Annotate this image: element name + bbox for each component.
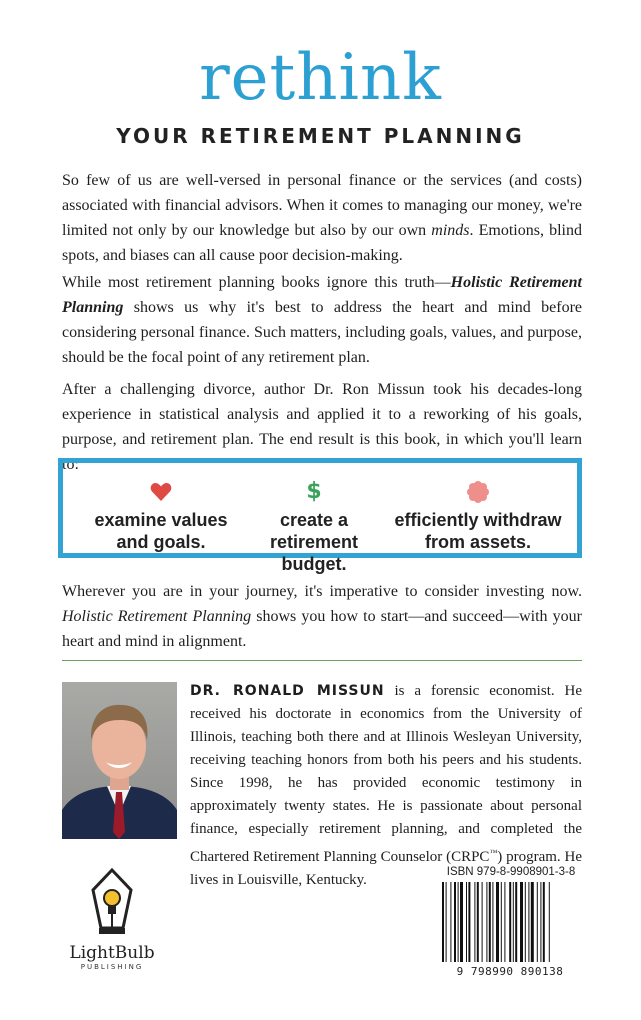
benefit-withdraw — [393, 481, 563, 553]
barcode-digits: 9 798990 890138 — [456, 965, 564, 978]
barcode-bar — [513, 882, 514, 962]
intro-paragraph: So few of us are well-versed in personal finance or the services (and costs) associated with financial advisors. When it comes to managing our money, we're limited not only by our knowledge but also by our own minds. Emotions, blind spots, and biases can all cause poor decision-making. — [62, 172, 582, 264]
barcode-bar — [540, 882, 541, 962]
barcode-bar — [501, 882, 502, 962]
section-divider — [62, 660, 582, 661]
benefit-line: examine values — [94, 510, 228, 530]
barcode-bar — [515, 882, 517, 962]
book-subtitle: YOUR RETIREMENT PLANNING — [116, 124, 525, 148]
author-photo — [62, 682, 177, 839]
barcode-bar — [458, 882, 459, 962]
barcode-bar — [537, 882, 538, 962]
barcode-bar — [486, 882, 487, 962]
benefit-line: and goals. — [116, 532, 206, 552]
barcode-bar — [450, 882, 451, 962]
benefit-line: from assets. — [424, 532, 532, 552]
barcode-bar — [454, 882, 456, 962]
barcode-bar — [549, 882, 550, 962]
author-name: DR. RONALD MISSUN — [190, 683, 385, 699]
isbn-label: ISBN 979-8-9908901-3-8 — [446, 866, 576, 878]
benefits-box — [58, 458, 582, 574]
barcode-bar — [525, 882, 526, 962]
barcode — [440, 882, 580, 962]
benefit-budget — [239, 481, 389, 575]
pen-nib-bulb-icon — [87, 868, 137, 938]
benefit-line: create a — [279, 510, 349, 530]
barcode-bar — [509, 882, 511, 962]
author-story-paragraph: After a challenging divorce, author Dr. Ron Missun took his decades-long experience in statistical analysis and applied it to a reworking of his goals, purpose, and retirement plan. The end result is this book, in which you'll learn to: — [62, 381, 582, 473]
barcode-bar — [442, 882, 444, 962]
benefit-line: efficiently withdraw — [394, 510, 562, 530]
benefit-line: retirement budget. — [269, 532, 359, 574]
barcode-bar — [520, 882, 523, 962]
barcode-bar — [496, 882, 499, 962]
benefit-values — [91, 481, 231, 553]
book-title: rethink — [199, 41, 442, 115]
dollar-icon: $ — [306, 479, 322, 504]
barcode-bar — [492, 882, 493, 962]
author-bio: DR. RONALD MISSUN is a forensic economist. He received his doctorate in economics from the University of Illinois, teaching both there and at Illinois Wesleyan University, receiving teaching honors from both his peers and his students. Since 1998, he has provided economic testimony in approximately twenty states. He is passionate about personal finance, especially retirement planning, and completed the Chartered Retirement Planning Counselor (CRPC™) program. He lives in Louisville, Kentucky. — [190, 683, 583, 888]
heart-icon — [150, 482, 172, 502]
premise-paragraph: While most retirement planning books ignore this truth—Holistic Retirement Planning shows us why it's best to address the heart and mind before considering personal finance. Such matters, including goals, values, and purpose, should be the focal point of any retirement plan. — [62, 274, 583, 366]
publisher-tagline: PUBLISHING — [80, 963, 144, 971]
publisher-name: LightBulb — [69, 943, 155, 963]
barcode-bar — [531, 882, 534, 962]
barcode-bar — [504, 882, 505, 962]
barcode-bar — [468, 882, 470, 962]
publisher-logo — [62, 868, 162, 978]
barcode-bar — [477, 882, 479, 962]
barcode-bar — [446, 882, 447, 962]
flower-icon — [467, 481, 489, 503]
barcode-bar — [543, 882, 545, 962]
barcode-bar — [460, 882, 463, 962]
barcode-bar — [474, 882, 475, 962]
barcode-bar — [482, 882, 483, 962]
closing-paragraph: Wherever you are in your journey, it's imperative to consider investing now. Holistic Retirement Planning shows you how to start—and succeed—with your heart and mind in alignment. — [62, 583, 582, 650]
barcode-bar — [489, 882, 491, 962]
barcode-bar — [466, 882, 467, 962]
barcode-bar — [528, 882, 529, 962]
